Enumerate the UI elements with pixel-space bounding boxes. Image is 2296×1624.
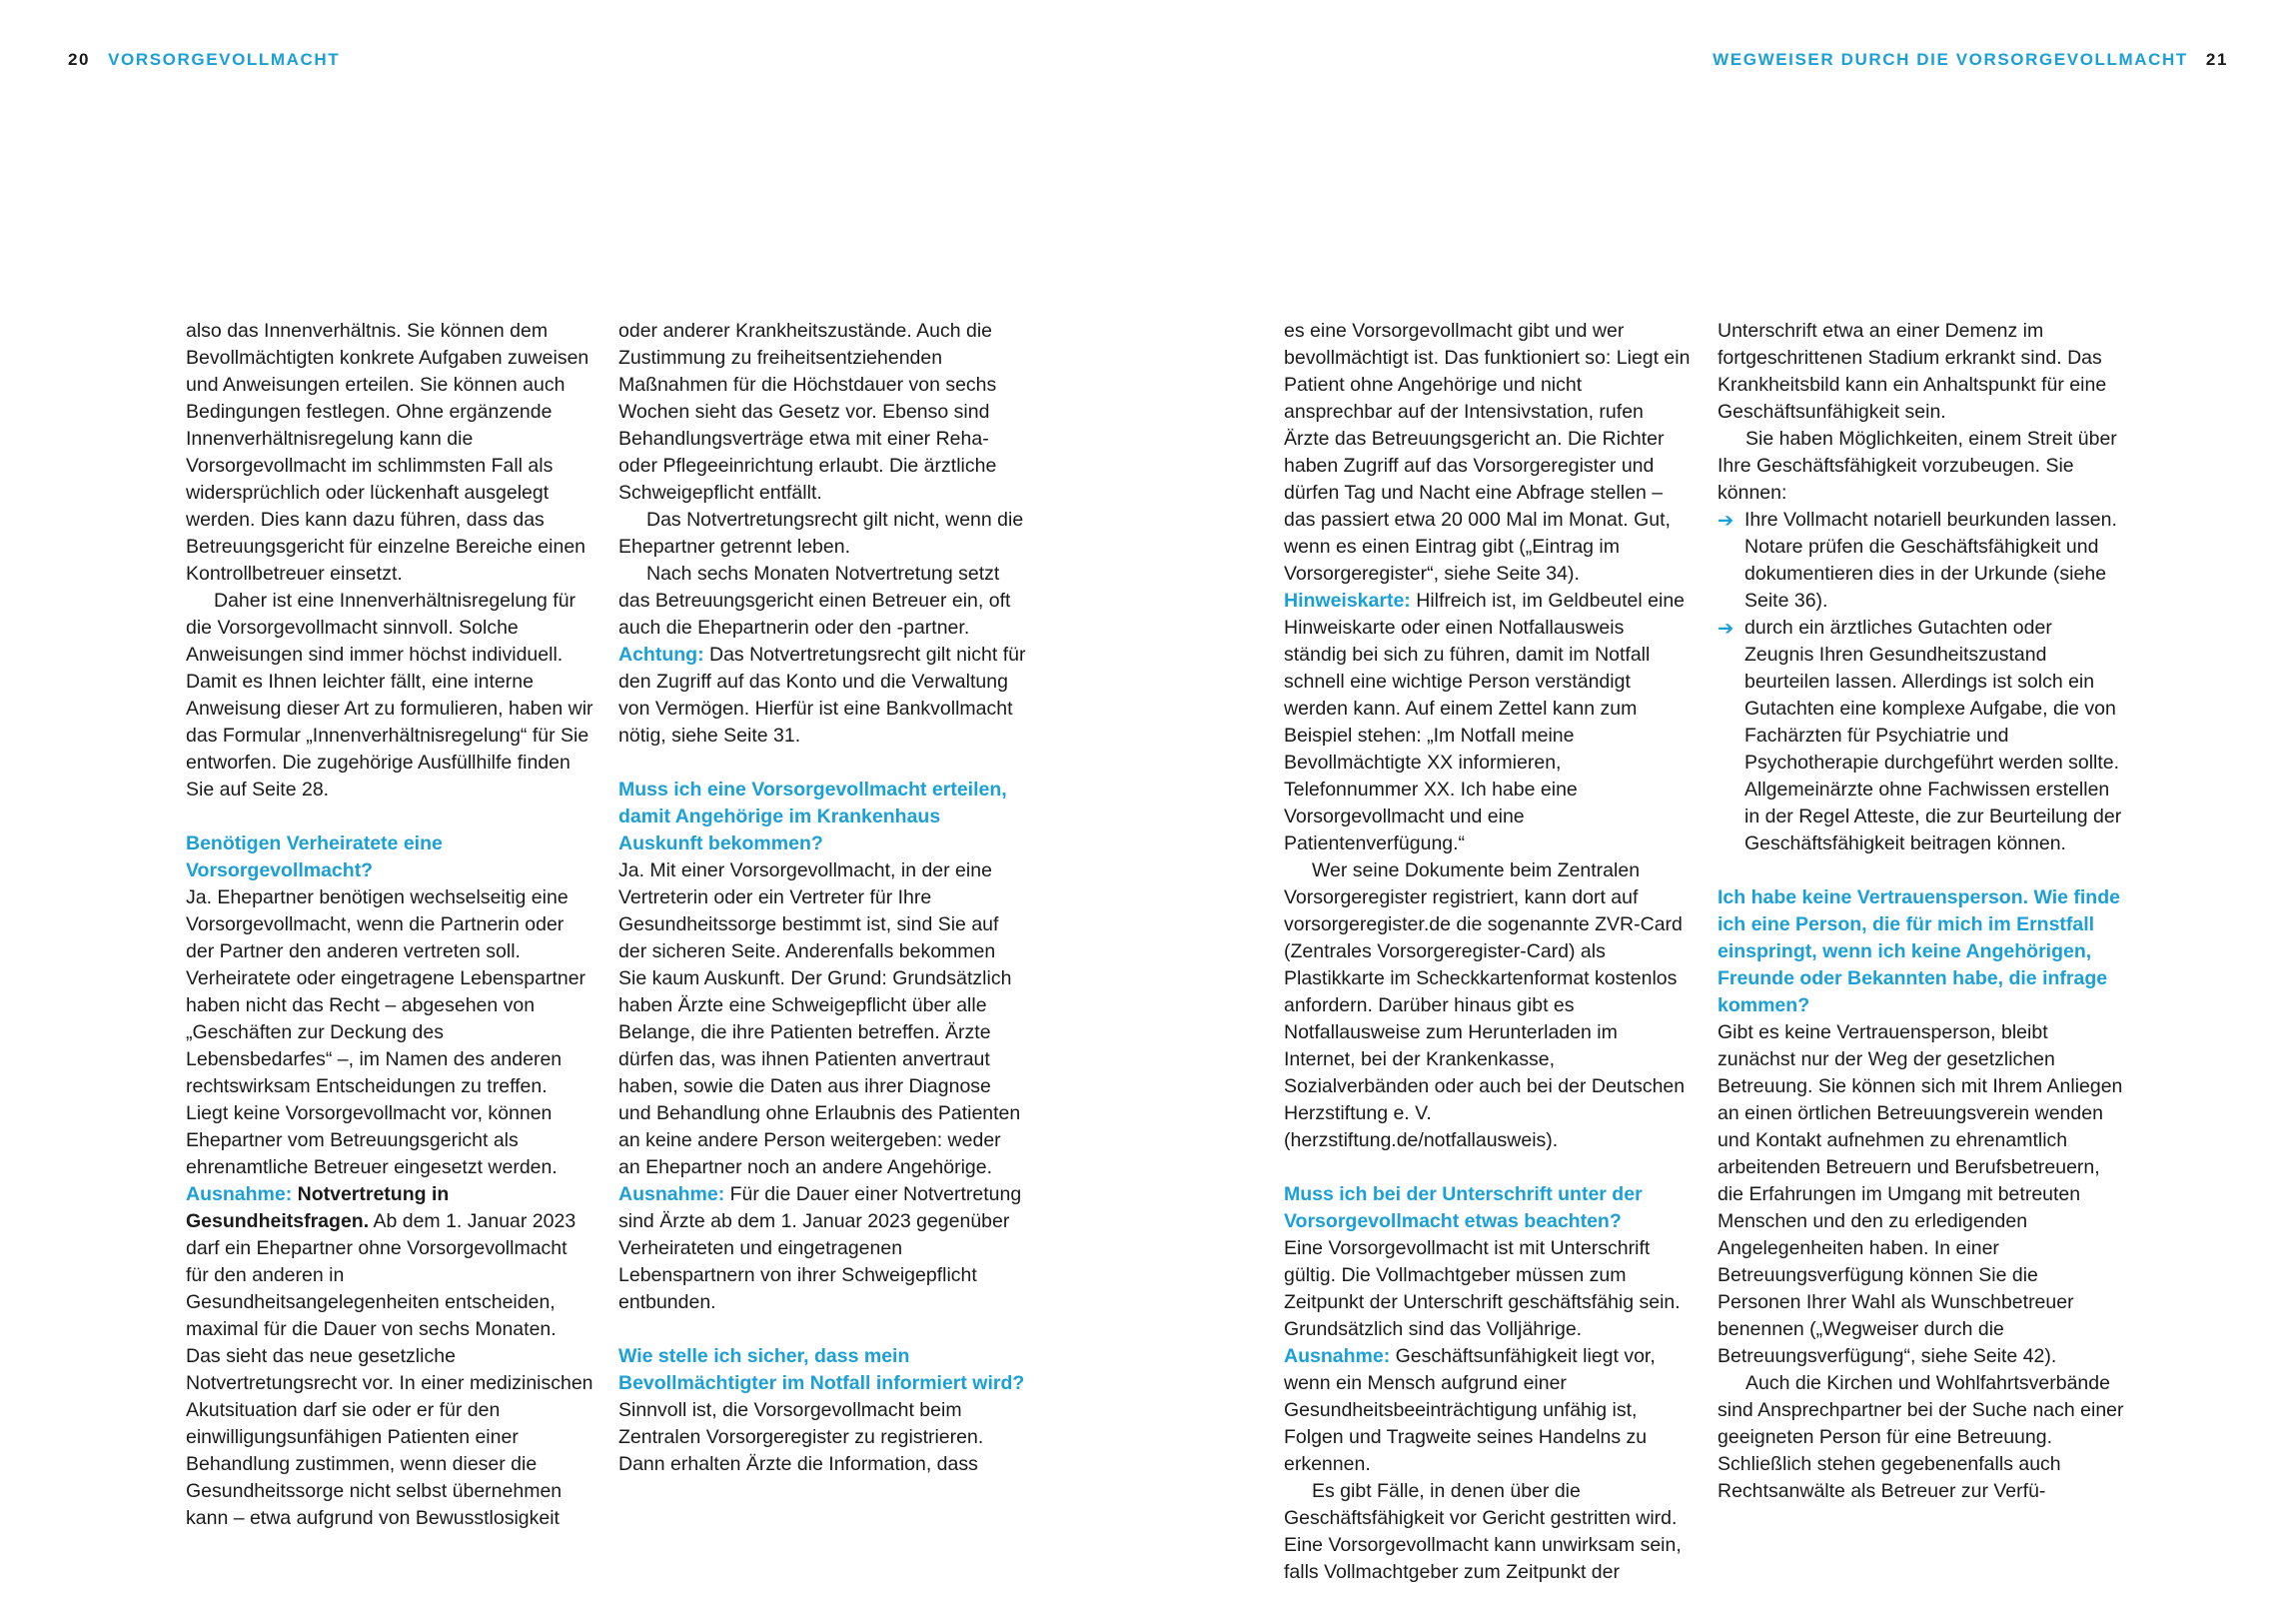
text-column-2	[618, 318, 1026, 1478]
paragraph	[1284, 588, 1692, 857]
section-heading: Muss ich eine Vorsorgevollmacht erteilen, damit Angehörige im Krankenhaus Auskunft bekommen?	[618, 779, 1007, 854]
paragraph-text: Geschäftsunfähigkeit liegt vor, wenn ein Mensch aufgrund einer Gesundheitsbeeinträchtigung unfähig ist, Folgen und Tragweite seines Handelns zu erkennen.	[1284, 1345, 1656, 1475]
keyword-label: Ausnahme:	[1284, 1345, 1391, 1367]
right-running-title: WEGWEISER DURCH DIE VORSORGEVOLLMACHT	[1713, 50, 2188, 69]
paragraph-text: Für die Dauer einer Notvertretung sind Ärzte ab dem 1. Januar 2023 gegenüber Verheirateten und eingetragenen Lebenspartnern von ihrer Schweigepflicht entbunden.	[618, 1183, 1022, 1313]
right-page-header	[1713, 50, 2228, 70]
paragraph: Gibt es keine Vertrauensperson, bleibt zunächst nur der Weg der gesetzlichen Betreuung. Sie können sich mit Ihrem Anliegen an einen örtlichen Betreuungsverein wenden und Kontakt aufnehmen zu ehrenamtlich arbeitenden Betreuern und Berufsbetreuern, die Erfahrungen im Umgang mit betreuten Menschen und den zu erledigenden Angelegenheiten haben. In einer Betreuungsverfügung können Sie die Personen Ihrer Wahl als Wunschbetreuer benennen („Wegweiser durch die Betreuungsverfügung“, siehe Seite 42).	[1718, 1021, 2123, 1367]
paragraph: Auch die Kirchen und Wohlfahrtsverbände sind Ansprechpartner bei der Suche nach einer geeigneten Person für eine Betreuung. Schließlich stehen gegebenenfalls auch Rechtsanwälte als Betreuer zur Verfü-	[1718, 1372, 2124, 1502]
section-heading: Ich habe keine Vertrauensperson. Wie finde ich eine Person, die für mich im Ernstfall einspringt, wenn ich keine Angehörigen, Freunde oder Bekannten habe, die infrage kommen?	[1718, 886, 2120, 1016]
text-column-3	[1284, 318, 1692, 1586]
bold-phrase: Notvertretung in Gesundheitsfragen.	[186, 1183, 450, 1232]
arrow-right-icon: ➔	[1718, 617, 1734, 640]
left-page-header	[68, 50, 340, 70]
section-heading: Muss ich bei der Unterschrift unter der Vorsorgevollmacht etwas beachten?	[1284, 1183, 1643, 1232]
paragraph-text: Hilfreich ist, im Geldbeutel eine Hinweiskarte oder einen Notfallausweis ständig bei sich zu führen, damit im Notfall schnell eine wichtige Person verständigt werden kann. Auf einem Zettel kann zum Beispiel stehen: „Im Notfall meine Bevollmächtigte XX informieren, Telefonnummer XX. Ich habe eine Vorsorgevollmacht und eine Patientenverfügung.“	[1284, 590, 1686, 854]
bullet-text: durch ein ärztliches Gutachten oder Zeugnis Ihren Gesundheitszustand beurteilen lassen. Allerdings ist solch ein Gutachten eine komplexe Aufgabe, die von Fachärzten für Psychiatrie und Psychotherapie durchgeführt werden sollte. Allgemeinärzte ohne Fachwissen erstellen in der Regel Atteste, die zur Beurteilung der Geschäftsfähigkeit beitragen können.	[1744, 617, 2122, 854]
paragraph-text: Ab dem 1. Januar 2023 darf ein Ehepartner ohne Vorsorgevollmacht für den anderen in Gesundheitsangelegenheiten entscheiden, maximal für die Dauer von sechs Monaten. Das sieht das neue gesetzliche Notvertretungsrecht vor. In einer medizinischen Akutsituation darf sie oder er für den einwilligungsunfähigen Patienten einer Behandlung zustimmen, wenn dieser die Gesundheitssorge nicht selbst übernehmen kann – etwa aufgrund von Bewusstlosigkeit	[186, 1210, 593, 1529]
paragraph: Sinnvoll ist, die Vorsorgevollmacht beim Zentralen Vorsorgeregister zu registrieren. Dann erhalten Ärzte die Information, dass	[618, 1399, 984, 1475]
paragraph: Sie haben Möglichkeiten, einem Streit über Ihre Geschäftsfähigkeit vorzubeugen. Sie können:	[1718, 428, 2117, 504]
bullet-item	[1718, 507, 2125, 615]
paragraph: Das Notvertretungsrecht gilt nicht, wenn die Ehepartner getrennt leben.	[618, 509, 1024, 558]
paragraph: Unterschrift etwa an einer Demenz im fortgeschrittenen Stadium erkrankt sind. Das Krankheitsbild kann ein Anhaltspunkt für eine Geschäftsunfähigkeit sein.	[1718, 320, 2107, 423]
keyword-label: Ausnahme:	[618, 1183, 725, 1205]
paragraph-text: Das Notvertretungsrecht gilt nicht für den Zugriff auf das Konto und die Verwaltung von Vermögen. Hierfür ist eine Bankvollmacht nötig, siehe Seite 31.	[618, 644, 1026, 747]
paragraph	[186, 1181, 593, 1532]
bullet-item	[1718, 615, 2125, 857]
paragraph: oder anderer Krankheitszustände. Auch die Zustimmung zu freiheitsentziehenden Maßnahmen für die Höchstdauer von sechs Wochen sieht das Gesetz vor. Ebenso sind Behandlungsverträge etwa mit einer Reha- oder Pflegeeinrichtung erlaubt. Die ärztliche Schweigepflicht entfällt.	[618, 320, 997, 504]
paragraph: Wer seine Dokumente beim Zentralen Vorsorgeregister registriert, kann dort auf vorsorgeregister.de die sogenannte ZVR-Card (Zentrales Vorsorgeregister-Card) als Plastikkarte im Scheckkartenformat kostenlos anfordern. Darüber hinaus gibt es Notfallausweise zum Herunterladen im Internet, bei der Krankenkasse, Sozialverbänden oder auch bei der Deutschen Herzstiftung e. V. (herzstiftung.de/notfallausweis).	[1284, 859, 1686, 1151]
paragraph: Ja. Mit einer Vorsorgevollmacht, in der eine Vertreterin oder ein Vertreter für Ihre Gesundheitssorge bestimmt ist, sind Sie auf der sicheren Seite. Anderenfalls bekommen Sie kaum Auskunft. Der Grund: Grundsätzlich haben Ärzte eine Schweigepflicht über alle Belange, die ihre Patienten betreffen. Ärzte dürfen das, was ihnen Patienten anvertraut haben, sowie die Daten aus ihrer Diagnose und Behandlung ohne Erlaubnis des Patienten an keine andere Person weitergeben: weder an Ehepartner noch an andere Angehörige.	[618, 859, 1021, 1178]
arrow-right-icon: ➔	[1718, 509, 1734, 532]
paragraph: es eine Vorsorgevollmacht gibt und wer bevollmächtigt ist. Das funktioniert so: Liegt ein Patient ohne Angehörige und nicht ansprechbar auf der Intensivstation, rufen Ärzte das Betreuungsgericht an. Die Richter haben Zugriff auf das Vorsorgeregister und dürfen Tag und Nacht eine Abfrage stellen – das passiert etwa 20 000 Mal im Monat. Gut, wenn es einen Eintrag gibt („Eintrag im Vorsorgeregister“, siehe Seite 34).	[1284, 320, 1691, 585]
paragraph: Nach sechs Monaten Notvertretung setzt das Betreuungsgericht einen Betreuer ein, oft auch die Ehepartnerin oder den -partner.	[618, 563, 1011, 639]
paragraph: Ja. Ehepartner benötigen wechselseitig eine Vorsorgevollmacht, wenn die Partnerin oder der Partner den anderen vertreten soll. Verheiratete oder eingetragene Lebenspartner haben nicht das Recht – abgesehen von „Geschäften zur Deckung des Lebensbedarfes“ –, im Namen des anderen rechtswirksam Entscheidungen zu treffen. Liegt keine Vorsorgevollmacht vor, können Ehepartner vom Betreuungsgericht als ehrenamtliche Betreuer eingesetzt werden.	[186, 886, 586, 1178]
paragraph: Eine Vorsorgevollmacht ist mit Unterschrift gültig. Die Vollmachtgeber müssen zum Zeitpunkt der Unterschrift geschäftsfähig sein. Grundsätzlich sind das Volljährige.	[1284, 1237, 1681, 1340]
left-running-title: VORSORGEVOLLMACHT	[108, 50, 341, 69]
left-page-number: 20	[68, 50, 91, 69]
paragraph: Es gibt Fälle, in denen über die Geschäftsfähigkeit vor Gericht gestritten wird. Eine Vorsorgevollmacht kann unwirksam sein, falls Vollmachtgeber zum Zeitpunkt der	[1284, 1480, 1682, 1583]
section-heading: Benötigen Verheiratete eine Vorsorgevollmacht?	[186, 832, 443, 881]
text-column-1	[186, 318, 593, 1532]
right-page-number: 21	[2205, 50, 2228, 69]
paragraph	[1284, 1343, 1692, 1478]
keyword-label: Ausnahme:	[186, 1183, 293, 1205]
keyword-label: Achtung:	[618, 644, 704, 666]
section-heading: Wie stelle ich sicher, dass mein Bevollmächtigter im Notfall informiert wird?	[618, 1345, 1025, 1394]
paragraph: Daher ist eine Innenverhältnisregelung für die Vorsorgevollmacht sinnvoll. Solche Anweisungen sind immer höchst individuell. Damit es Ihnen leichter fällt, eine interne Anweisung dieser Art zu formulieren, haben wir das Formular „Innenverhältnisregelung“ für Sie entworfen. Die zugehörige Ausfüllhilfe finden Sie auf Seite 28.	[186, 590, 593, 801]
bullet-text: Ihre Vollmacht notariell beurkunden lassen. Notare prüfen die Geschäftsfähigkeit und dokumentieren dies in der Urkunde (siehe Seite 36).	[1744, 509, 2117, 612]
text-column-4	[1718, 318, 2125, 1505]
paragraph: also das Innenverhältnis. Sie können dem Bevollmächtigten konkrete Aufgaben zuweisen und Anweisungen erteilen. Sie können auch Bedingungen festlegen. Ohne ergänzende Innenverhältnisregelung kann die Vorsorgevollmacht im schlimmsten Fall als widersprüchlich oder lückenhaft ausgelegt werden. Dies kann dazu führen, dass das Betreuungsgericht für einzelne Bereiche einen Kontrollbetreuer einsetzt.	[186, 320, 589, 585]
paragraph	[618, 642, 1026, 750]
keyword-label: Hinweiskarte:	[1284, 590, 1411, 612]
paragraph	[618, 1181, 1026, 1316]
